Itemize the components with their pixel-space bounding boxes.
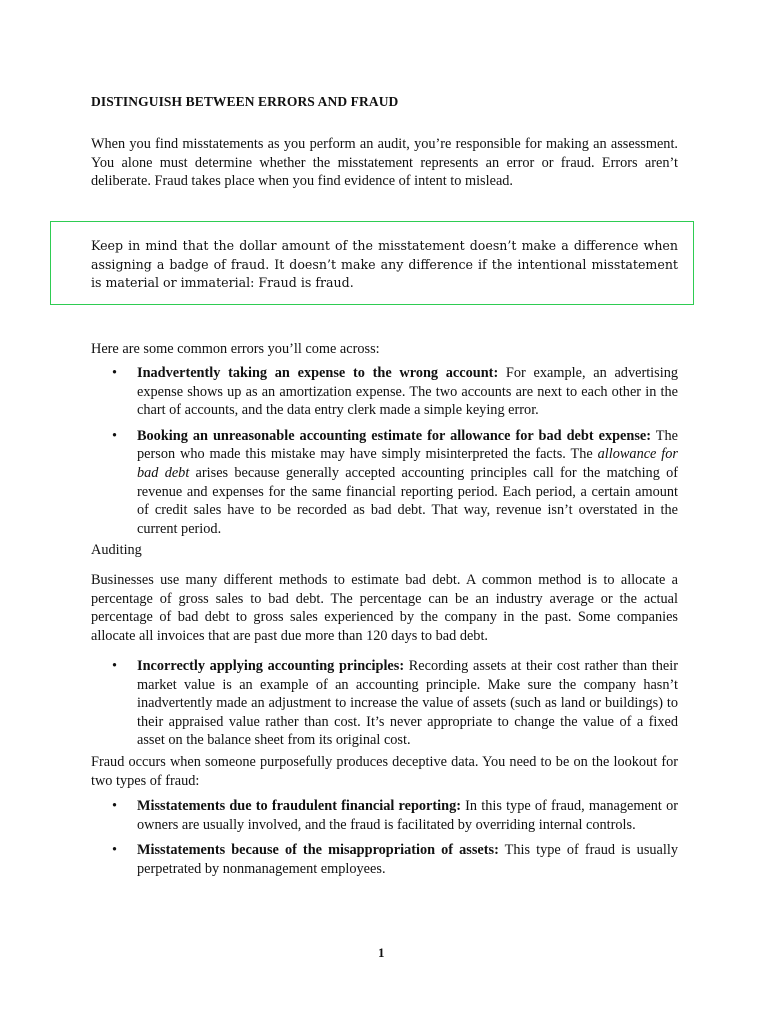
list-item-text: arises because generally accepted accounting principles call for the matching of revenue and expenses for the same financial reporting period. Each period, a certain amount of credit sales have to be recorded as bad debt. That way, revenue isn’t overstated in the current period. xyxy=(137,464,678,537)
errors-list-continued xyxy=(0,657,678,750)
errors-lead-paragraph: Here are some common errors you’ll come across: xyxy=(91,341,380,357)
list-item xyxy=(0,841,678,878)
bullet-glyph: • xyxy=(112,798,118,814)
errors-list xyxy=(0,364,678,538)
page-number: 1 xyxy=(378,945,385,960)
fraud-paragraph: Fraud occurs when someone purposefully produces deceptive data. You need to be on the lookout for two types of fraud: xyxy=(91,754,678,789)
auditing-heading: Auditing xyxy=(91,542,142,558)
list-item-text: This type of fraud is usually perpetrated by nonmanagement employees. xyxy=(137,842,678,877)
intro-paragraph: When you find misstatements as you perform an audit, you’re responsible for making an assessment. You alone must determine whether the misstatement represents an error or fraud. Errors aren’t deliberate. Fraud takes place when you find evidence of intent to mislead. xyxy=(91,136,678,190)
list-item-text: In this type of fraud, management or owners are usually involved, and the fraud is facilitated by overriding internal controls. xyxy=(137,798,678,833)
list-item-text: For example, an advertising expense shows up as an amortization expense. The two accounts are next to each other in the chart of accounts, and the data entry clerk made a simple keying error. xyxy=(137,365,678,419)
bullet-glyph: • xyxy=(112,427,118,444)
list-item xyxy=(0,427,678,539)
auditing-paragraph: Businesses use many different methods to estimate bad debt. A common method is to allocate a percentage of gross sales to bad debt. The percentage can be an industry average or the actual percentage of bad debt to gross sales experienced by the company in the past. Some companies allocate all invoices that are past due more than 120 days to bad debt. xyxy=(91,572,678,644)
list-item-bold: Booking an unreasonable accounting estimate for allowance for bad debt expense: xyxy=(137,427,652,444)
list-item-bold: Misstatements because of the misappropriation of assets: xyxy=(137,842,499,859)
list-item-text: The person who made this mistake may have simply misinterpreted the facts. The xyxy=(137,427,678,463)
callout-box xyxy=(50,221,694,305)
bullet-glyph: • xyxy=(112,658,118,674)
list-item xyxy=(0,797,678,834)
document-title: DISTINGUISH BETWEEN ERRORS AND FRAUD xyxy=(91,94,399,109)
list-item xyxy=(0,364,678,420)
list-item-text: Recording assets at their cost rather than their market value is an example of an accounting principle. Make sure the company hasn’t inadvertently made an adjustment to increase the value of assets (such as land or buildings) to their appraised value rather than cost. It’s never appropriate to change the value of a fixed asset on the balance sheet from its original cost. xyxy=(137,658,679,749)
list-item-bold: Misstatements due to fraudulent financial reporting: xyxy=(137,798,461,814)
bullet-glyph: • xyxy=(112,842,118,859)
callout-text: Keep in mind that the dollar amount of the misstatement doesn’t make a difference when assigning a badge of fraud. It doesn’t make any difference if the intentional misstatement is material or immaterial: Fraud is fraud. xyxy=(91,238,678,291)
list-item-bold: Inadvertently taking an expense to the wrong account: xyxy=(137,365,499,381)
bullet-glyph: • xyxy=(112,365,118,381)
list-item xyxy=(0,657,678,750)
list-item-italic: allowance for bad debt xyxy=(137,446,678,481)
fraud-types-list xyxy=(0,797,678,878)
list-item-bold: Incorrectly applying accounting principles: xyxy=(137,658,405,674)
